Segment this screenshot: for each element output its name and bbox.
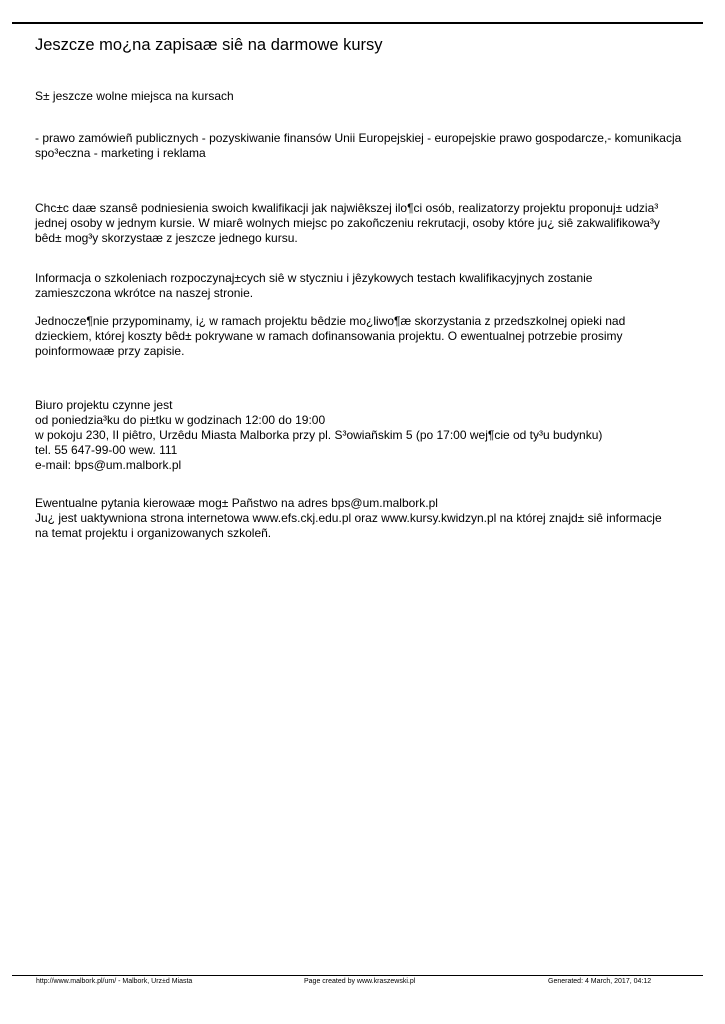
paragraph-contact [35,496,695,541]
paragraph-course-list [35,131,695,161]
text-line: bêd± mog³y skorzystaæ z jeszcze jednego kursu. [35,231,298,245]
paragraph-qualification [35,201,695,246]
text-line: poinformowaæ przy zapisie. [35,344,185,358]
paragraph-free-places [35,89,695,104]
footer-rule [12,975,703,976]
text-line: w pokoju 230, II piêtro, Urzêdu Miasta Malborka przy pl. S³owiañskim 5 (po 17:00 wej¶cie od ty³u budynku) [35,428,603,442]
paragraph-training-info [35,271,695,301]
text-line: spo³eczna - marketing i reklama [35,146,206,160]
page-title: Jeszcze mo¿na zapisaæ siê na darmowe kursy [35,36,383,54]
text-line: Chc±c daæ szansê podniesienia swoich kwalifikacji jak najwiêkszej ilo¶ci osób, realizatorzy projektu proponuj± udzia³ [35,201,659,215]
text-line: dzieckiem, której koszty bêd± pokrywane w ramach dofinansowania projektu. O ewentualnej potrzebie prosimy [35,329,623,343]
footer-generated: Generated: 4 March, 2017, 04:12 [548,978,652,985]
footer-source: http://www.malbork.pl/um/ - Malbork, Urz±d Miasta [36,978,193,985]
text-line: e-mail: bps@um.malbork.pl [35,458,182,472]
text-line: Jednocze¶nie przypominamy, i¿ w ramach projektu bêdzie mo¿liwo¶æ skorzystania z przedszkolnej opieki nad [35,314,626,328]
paragraph-childcare [35,314,695,359]
text-line: S± jeszcze wolne miejsca na kursach [35,89,234,103]
text-line: Ju¿ jest uaktywniona strona internetowa www.efs.ckj.edu.pl oraz www.kursy.kwidzyn.pl na której znajd± siê informacje [35,511,662,525]
paragraph-office-hours [35,398,695,473]
text-line: zamieszczona wkrótce na naszej stronie. [35,286,254,300]
text-line: Ewentualne pytania kierowaæ mog± Pañstwo na adres bps@um.malbork.pl [35,496,438,510]
text-line: Biuro projektu czynne jest [35,398,173,412]
footer-credit: Page created by www.kraszewski.pl [304,978,416,985]
text-line: na temat projektu i organizowanych szkoleñ. [35,526,272,540]
text-line: - prawo zamówieñ publicznych - pozyskiwanie finansów Unii Europejskiej - europejskie prawo gospodarcze,- komunikacja [35,131,682,145]
top-rule [12,22,703,24]
text-line: tel. 55 647-99-00 wew. 111 [35,443,178,457]
text-line: jednej osoby w jednym kursie. W miarê wolnych miejsc po zakoñczeniu rekrutacji, osoby które ju¿ siê zakwalifikowa³y [35,216,660,230]
text-line: od poniedzia³ku do pi±tku w godzinach 12:00 do 19:00 [35,413,326,427]
text-line: Informacja o szkoleniach rozpoczynaj±cych siê w styczniu i jêzykowych testach kwalifikacyjnych zostanie [35,271,593,285]
